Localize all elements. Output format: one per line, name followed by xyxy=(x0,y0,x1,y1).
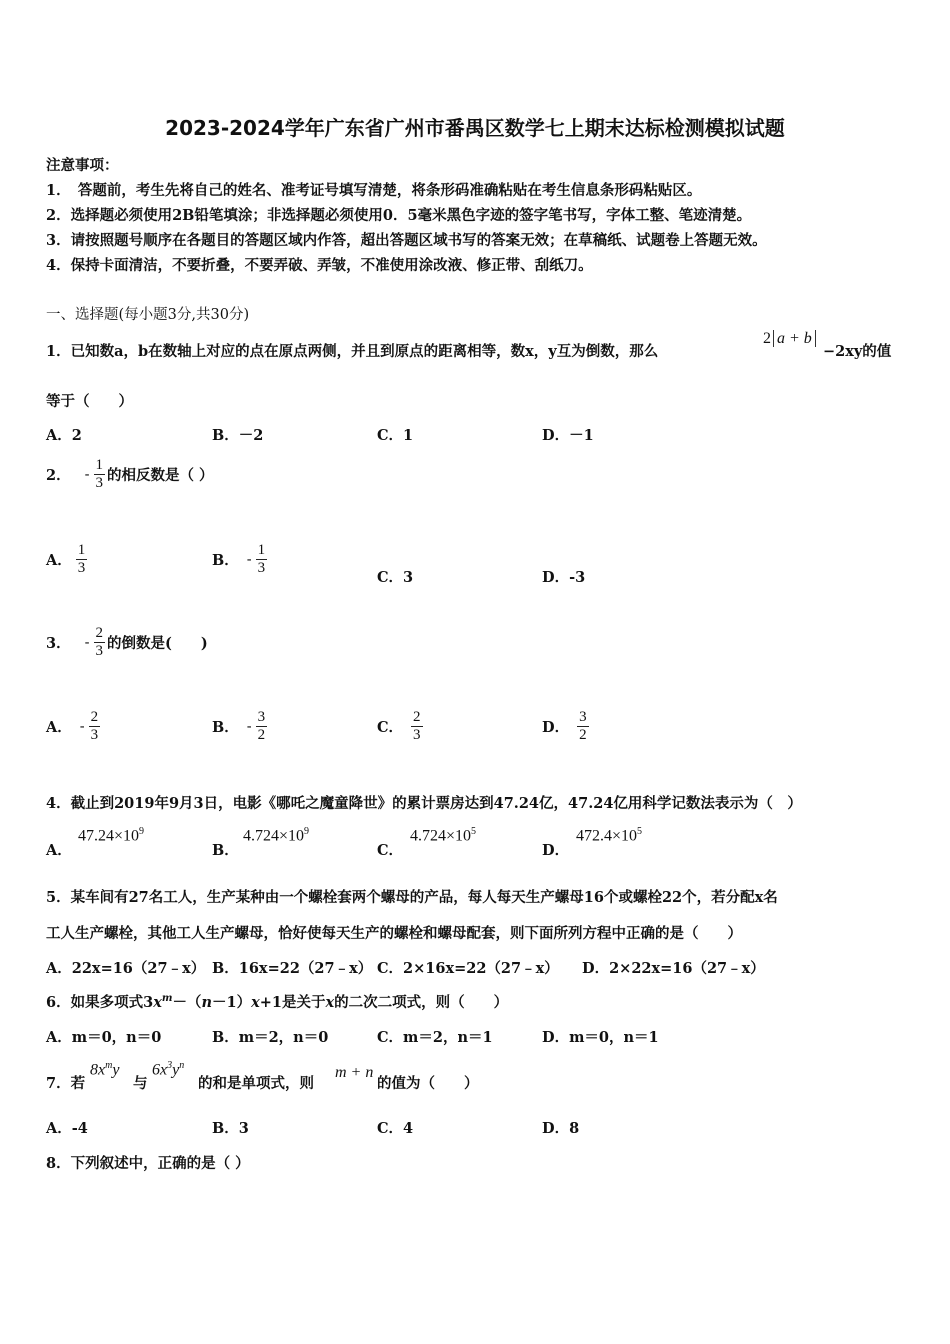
q4-option-b xyxy=(243,826,309,845)
q7-option-d: D．8 xyxy=(542,1120,580,1137)
q4-option-d xyxy=(576,826,642,845)
q4-option-a xyxy=(78,826,144,845)
q6-option-c: C．m＝2，n＝1 xyxy=(377,1029,493,1046)
q3-option-d-label: D． xyxy=(542,719,570,737)
q7-tail: 的值为（ ） xyxy=(377,1075,479,1092)
q3-a-den: 3 xyxy=(90,727,99,744)
q3-a-neg: - xyxy=(79,718,85,735)
q6-m: m xyxy=(161,993,173,1005)
q1-expr-tail: −2xy的值 xyxy=(823,343,892,360)
q3-d-den: 2 xyxy=(579,727,587,744)
q6-x2: x xyxy=(251,994,260,1011)
q4-b-base: 4.724×10 xyxy=(243,827,305,845)
q7-option-a: A．-4 xyxy=(46,1120,88,1137)
q3-option-c-label: C． xyxy=(377,719,404,737)
q2-option-d: D．-3 xyxy=(542,569,586,586)
notice-heading: 注意事项： xyxy=(46,157,119,174)
q7-t2ye: n xyxy=(179,1060,185,1071)
q3-frac-num: 2 xyxy=(94,625,106,643)
q7-t1y: y xyxy=(112,1061,120,1079)
q4-option-d-label: D． xyxy=(542,842,570,859)
q7-term2 xyxy=(152,1060,184,1079)
q7-with: 与 xyxy=(133,1075,148,1092)
notice-item-2: 2．选择题必须使用2B铅笔填涂；非选择题必须使用0．5毫米黑色字迹的签字笔书写，字体工整、笔迹清楚。 xyxy=(46,207,752,224)
q6-option-b: B．m＝2，n＝0 xyxy=(212,1029,329,1046)
q3-fraction xyxy=(94,625,106,661)
q2-option-c: C．3 xyxy=(377,569,414,586)
q2-frac-num: 1 xyxy=(94,457,106,475)
q2-b-den: 3 xyxy=(257,560,266,577)
q3-option-b-frac xyxy=(256,709,268,745)
q7-option-c: C．4 xyxy=(377,1120,414,1137)
q5-option-d: D．2×22x=16（27﹣x） xyxy=(582,960,765,977)
q6-pre: 6．如果多项式3 xyxy=(46,994,154,1011)
q2-option-b-label: B． xyxy=(212,552,239,570)
section-heading: 一、选择题(每小题3分,共30分) xyxy=(46,307,250,323)
q1-expression xyxy=(763,330,816,348)
q1-option-a: A．2 xyxy=(46,427,82,444)
q3-c-den: 3 xyxy=(413,727,421,744)
q5-option-c: C．2×16x=22（27﹣x） xyxy=(377,960,559,977)
q6-x: x xyxy=(153,994,162,1011)
q1-text-cont: 等于（ ） xyxy=(46,393,133,410)
q2-stem xyxy=(46,457,214,493)
q4-c-exp: 5 xyxy=(471,826,477,837)
q1-option-b: B．－2 xyxy=(212,427,264,444)
q3-a-num: 2 xyxy=(89,709,101,727)
q1-option-d: D．－1 xyxy=(542,427,594,444)
q7-mid: 的和是单项式，则 xyxy=(198,1075,314,1092)
q3-option-b xyxy=(212,709,267,745)
q2-b-num: 1 xyxy=(256,542,268,560)
q3-tail: 的倒数是( ) xyxy=(107,635,208,653)
q1-expr-abs: a + b xyxy=(773,330,816,347)
q4-a-exp: 9 xyxy=(139,826,145,837)
q3-b-neg: - xyxy=(246,718,252,735)
q3-c-num: 2 xyxy=(411,709,423,727)
q7-term1 xyxy=(90,1060,119,1079)
q6-tail2: 的二次二项式，则（ ） xyxy=(334,994,509,1011)
q3-b-den: 2 xyxy=(257,727,266,744)
q2-option-b xyxy=(212,542,267,578)
q3-stem xyxy=(46,625,208,661)
q3-option-c-frac xyxy=(411,709,423,745)
q4-c-base: 4.724×10 xyxy=(410,827,472,845)
q2-frac-den: 3 xyxy=(95,475,103,492)
q4-a-base: 47.24×10 xyxy=(78,827,140,845)
q5-text-line1: 5．某车间有27名工人，生产某种由一个螺栓套两个螺母的产品，每人每天生产螺母16个或螺栓22个，若分配x名 xyxy=(46,889,778,906)
q7-pre: 7．若 xyxy=(46,1075,86,1092)
q6-text xyxy=(46,991,508,1012)
q3-option-a xyxy=(46,709,100,745)
q2-number: 2． xyxy=(46,467,71,485)
q3-option-d xyxy=(542,709,589,745)
q5-option-a: A．22x=16（27﹣x） xyxy=(46,960,206,977)
q2-option-a-frac xyxy=(76,542,88,578)
q5-text-line2: 工人生产螺栓，其他工人生产螺母，恰好使每天生产的螺栓和螺母配套，则下面所列方程中正确的是（ ） xyxy=(46,925,742,942)
q5-option-b: B．16x=22（27﹣x） xyxy=(212,960,373,977)
q6-tail: +1是关于 xyxy=(259,994,326,1011)
q2-option-a-label: A． xyxy=(46,552,72,570)
page-title: 2023-2024学年广东省广州市番禺区数学七上期末达标检测模拟试题 xyxy=(165,116,785,140)
q3-option-c xyxy=(377,709,423,745)
q7-t2y: y xyxy=(172,1061,180,1079)
q6-mid2: －1） xyxy=(211,994,252,1011)
q3-option-d-frac xyxy=(577,709,589,745)
notice-item-4: 4．保持卡面清洁，不要折叠，不要弄破、弄皱，不准使用涂改液、修正带、刮纸刀。 xyxy=(46,257,593,274)
q3-number: 3． xyxy=(46,635,71,653)
q3-b-num: 3 xyxy=(256,709,268,727)
q3-option-a-label: A． xyxy=(46,719,72,737)
q3-option-a-frac xyxy=(89,709,101,745)
q3-frac-den: 3 xyxy=(95,643,103,660)
q4-d-exp: 5 xyxy=(637,826,643,837)
q7-t2: 6x xyxy=(152,1061,168,1079)
q4-option-c xyxy=(410,826,476,845)
q1-option-c: C．1 xyxy=(377,427,414,444)
q7-t1e: m xyxy=(105,1060,113,1071)
q2-neg: - xyxy=(84,466,90,483)
q4-text: 4．截止到2019年9月3日，电影《哪吒之魔童降世》的累计票房达到47.24亿，47.24亿用科学记数法表示为（ ） xyxy=(46,795,802,812)
q6-n: n xyxy=(201,994,212,1011)
q2-fraction xyxy=(94,457,106,493)
q1-expr-coef: 2 xyxy=(763,330,771,347)
q2-option-a xyxy=(46,542,87,578)
q7-option-b: B．3 xyxy=(212,1120,249,1137)
q4-b-exp: 9 xyxy=(304,826,310,837)
q2-b-neg: - xyxy=(246,551,252,568)
q6-option-d: D．m＝0，n＝1 xyxy=(542,1029,659,1046)
q4-d-base: 472.4×10 xyxy=(576,827,638,845)
q2-a-den: 3 xyxy=(77,560,86,577)
q2-option-b-frac xyxy=(256,542,268,578)
q4-option-b-label: B． xyxy=(212,842,239,859)
q4-option-a-label: A． xyxy=(46,842,72,859)
q6-option-a: A．m＝0，n＝0 xyxy=(46,1029,162,1046)
q6-mid: －（ xyxy=(172,994,202,1011)
q1-text: 1．已知数a，b在数轴上对应的点在原点两侧，并且到原点的距离相等，数x，y互为倒数，那么 xyxy=(46,343,659,360)
q7-t1: 8x xyxy=(90,1061,106,1079)
notice-item-1: 1． 答题前，考生先将自己的姓名、准考证号填写清楚，将条形码准确粘贴在考生信息条形码粘贴区。 xyxy=(46,182,702,199)
q7-expr: m + n xyxy=(335,1064,374,1081)
q7-t2e: 3 xyxy=(167,1060,173,1071)
q2-tail: 的相反数是（ ） xyxy=(107,467,214,485)
q8-text: 8．下列叙述中，正确的是（ ） xyxy=(46,1155,250,1172)
notice-item-3: 3．请按照题号顺序在各题目的答题区域内作答，超出答题区域书写的答案无效；在草稿纸、试题卷上答题无效。 xyxy=(46,232,767,249)
q3-option-b-label: B． xyxy=(212,719,239,737)
q2-a-num: 1 xyxy=(76,542,88,560)
q6-x3: x xyxy=(325,994,335,1011)
q4-option-c-label: C． xyxy=(377,842,404,859)
q3-d-num: 3 xyxy=(577,709,589,727)
q3-neg: - xyxy=(84,634,90,651)
